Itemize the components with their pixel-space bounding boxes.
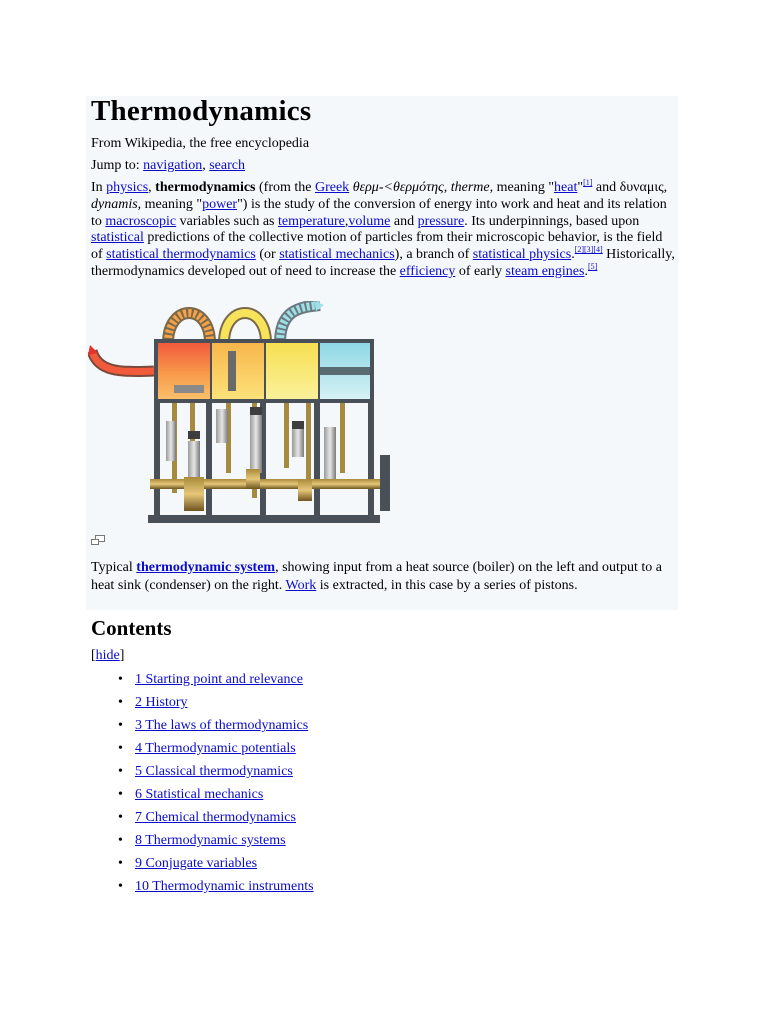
- intro-paragraph: In physics, thermodynamics (from the Greek θερμ-<θερμότης, therme, meaning "heat"[1] and δυναμις, dynamis, meaning "power") is the study of the conversion of energy into work and heat and its relation to macroscopic variables such as temperature,volume and pressure. Its underpinnings, based upon statistical predictions of the collective motion of particles from their microscopic behavior, is the field of statistical thermodynamics (or statistical mechanics), a branch of statistical physics.[2][3][4] Historically, thermodynamics developed out of need to increase the efficiency of early steam engines.[5]: [91, 178, 675, 279]
- hide-link[interactable]: hide: [95, 648, 120, 663]
- toc-item: [118, 671, 314, 694]
- link-heat[interactable]: heat: [554, 180, 578, 195]
- toc-item: [118, 878, 314, 901]
- heat-engine-diagram[interactable]: [88, 301, 393, 527]
- toc-item: [118, 717, 314, 740]
- link-physics[interactable]: physics: [106, 180, 149, 195]
- toc-link[interactable]: 10 Thermodynamic instruments: [135, 879, 314, 894]
- link-steam-engines[interactable]: steam engines: [505, 263, 585, 279]
- greek-word: θερμ-<θερμότης: [352, 180, 444, 195]
- link-statistical-mechanics[interactable]: statistical mechanics: [279, 247, 395, 263]
- toc-item: [118, 740, 314, 763]
- therme-word: therme,: [450, 180, 494, 195]
- toc-link[interactable]: 1 Starting point and relevance: [135, 672, 303, 687]
- toc-link[interactable]: 4 Thermodynamic potentials: [135, 741, 296, 756]
- toc-item: [118, 832, 314, 855]
- jump-separator: ,: [202, 158, 206, 173]
- toc-item: [118, 694, 314, 717]
- link-power[interactable]: power: [202, 196, 238, 212]
- toc-item: [118, 809, 314, 832]
- link-statistical[interactable]: statistical: [91, 230, 144, 246]
- toc-link[interactable]: 8 Thermodynamic systems: [135, 833, 286, 848]
- page-title: Thermodynamics: [91, 95, 312, 127]
- toc-link[interactable]: 6 Statistical mechanics: [135, 787, 264, 802]
- toc-link[interactable]: 7 Chemical thermodynamics: [135, 810, 296, 825]
- link-pressure[interactable]: pressure: [417, 213, 465, 229]
- bullet: •: [118, 833, 123, 848]
- toc-item: [118, 855, 314, 878]
- toc-item: [118, 763, 314, 786]
- ref-1[interactable]: [1]: [583, 178, 593, 187]
- jump-to-label: Jump to:: [91, 158, 140, 173]
- ref-5[interactable]: [5]: [587, 261, 598, 271]
- link-temperature[interactable]: temperature: [278, 213, 345, 229]
- bullet: •: [118, 672, 123, 687]
- bullet: •: [118, 764, 123, 779]
- jump-navigation-link[interactable]: navigation: [143, 158, 203, 173]
- link-macroscopic[interactable]: macroscopic: [105, 213, 177, 229]
- link-greek[interactable]: Greek: [314, 180, 350, 195]
- link-volume[interactable]: volume: [348, 213, 391, 229]
- bullet: •: [118, 787, 123, 802]
- link-efficiency[interactable]: efficiency: [399, 263, 456, 279]
- link-work[interactable]: Work: [285, 577, 317, 593]
- term-bold: thermodynamics: [155, 180, 256, 195]
- dynamis-word: dynamis,: [91, 196, 142, 212]
- ref-2-3-4[interactable]: [2][3][4]: [574, 245, 603, 255]
- contents-heading: Contents: [91, 616, 172, 640]
- table-of-contents: [118, 671, 314, 901]
- toc-link[interactable]: 5 Classical thermodynamics: [135, 764, 293, 779]
- toc-link[interactable]: 3 The laws of thermodynamics: [135, 718, 309, 733]
- bullet: •: [118, 879, 123, 894]
- jump-search-link[interactable]: search: [209, 158, 245, 173]
- bullet: •: [118, 718, 123, 733]
- tagline: From Wikipedia, the free encyclopedia: [91, 136, 310, 151]
- bullet: •: [118, 810, 123, 825]
- link-thermodynamic-system[interactable]: thermodynamic system: [136, 560, 276, 575]
- jump-to-line: [91, 158, 245, 174]
- toc-toggle: [hide]: [91, 648, 125, 663]
- toc-link[interactable]: 9 Conjugate variables: [135, 856, 258, 871]
- bullet: •: [118, 856, 123, 871]
- figure-caption: Typical thermodynamic system, showing input from a heat source (boiler) on the left and output to a heat sink (condenser) on the right. Work is extracted, in this case by a series of pistons.: [91, 560, 662, 593]
- toc-link[interactable]: 2 History: [135, 695, 188, 710]
- bullet: •: [118, 741, 123, 756]
- link-statistical-physics[interactable]: statistical physics: [472, 247, 572, 263]
- link-statistical-thermodynamics[interactable]: statistical thermodynamics: [106, 247, 256, 263]
- bullet: •: [118, 695, 123, 710]
- toc-item: [118, 786, 314, 809]
- enlarge-icon[interactable]: [91, 535, 105, 546]
